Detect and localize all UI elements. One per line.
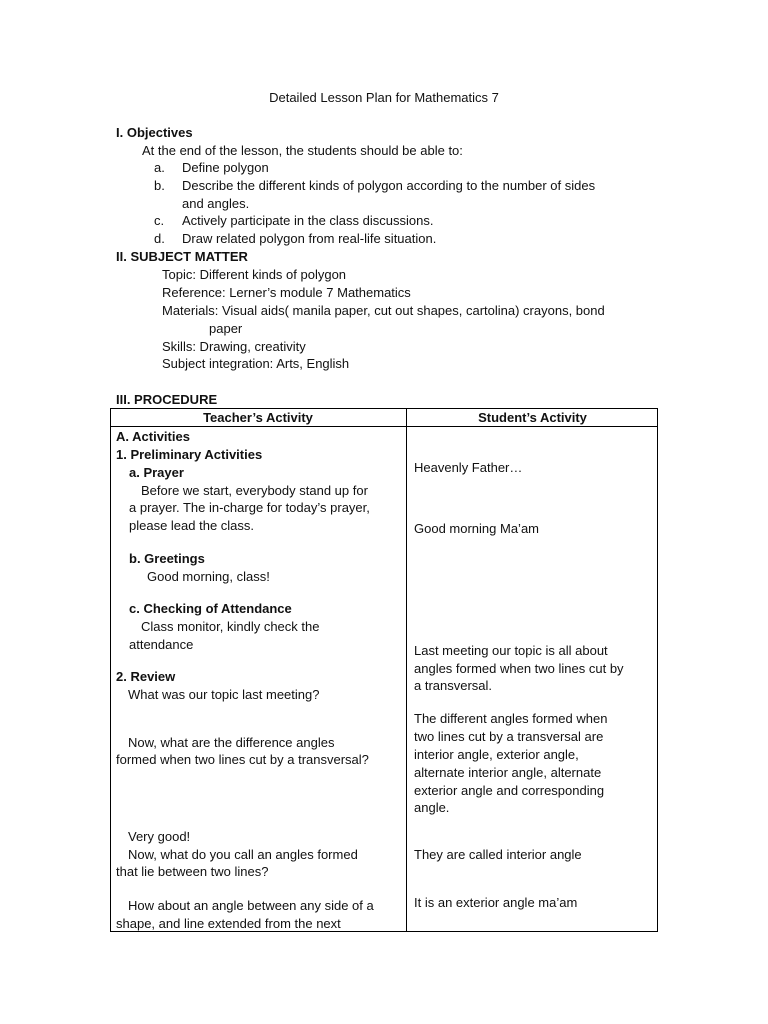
- column-header-student: Student’s Activity: [478, 410, 587, 425]
- student-text: Heavenly Father…: [414, 460, 523, 475]
- teacher-text: Now, what are the difference angles: [128, 735, 335, 750]
- subject-topic: Topic: Different kinds of polygon: [162, 267, 347, 282]
- teacher-text: please lead the class.: [129, 518, 255, 533]
- teacher-text: shape, and line extended from the next: [116, 916, 341, 931]
- objective-marker: a.: [154, 160, 165, 175]
- procedure-heading: III. PROCEDURE: [116, 392, 218, 407]
- student-text: two lines cut by a transversal are: [414, 729, 604, 744]
- subject-integration: Subject integration: Arts, English: [162, 356, 350, 371]
- objective-item: Actively participate in the class discussions.: [182, 213, 434, 228]
- student-text: Good morning Ma’am: [414, 521, 539, 536]
- student-text: They are called interior angle: [414, 847, 582, 862]
- objective-item: Describe the different kinds of polygon according to the number of sides: [182, 178, 596, 193]
- teacher-text: How about an angle between any side of a: [128, 898, 374, 913]
- teacher-greetings-heading: b. Greetings: [129, 551, 205, 566]
- subject-skills: Skills: Drawing, creativity: [162, 339, 306, 354]
- student-text: angle.: [414, 800, 450, 815]
- student-text: interior angle, exterior angle,: [414, 747, 579, 762]
- student-text: alternate interior angle, alternate: [414, 765, 602, 780]
- objective-item: Draw related polygon from real-life situation.: [182, 231, 437, 246]
- student-text: It is an exterior angle ma’am: [414, 895, 578, 910]
- objective-item-continuation: and angles.: [182, 196, 250, 211]
- subject-matter-heading: II. SUBJECT MATTER: [116, 249, 248, 264]
- teacher-review-heading: 2. Review: [116, 669, 176, 684]
- student-text: The different angles formed when: [414, 711, 608, 726]
- subject-materials: Materials: Visual aids( manila paper, cut out shapes, cartolina) crayons, bond: [162, 303, 605, 318]
- teacher-text: Class monitor, kindly check the: [141, 619, 320, 634]
- student-text: a transversal.: [414, 678, 493, 693]
- teacher-activities-heading: A. Activities: [116, 429, 190, 444]
- subject-reference: Reference: Lerner’s module 7 Mathematics: [162, 285, 411, 300]
- teacher-preliminary-heading: 1. Preliminary Activities: [116, 447, 263, 462]
- teacher-text: Before we start, everybody stand up for: [141, 483, 368, 498]
- teacher-text: Now, what do you call an angles formed: [128, 847, 358, 862]
- objectives-heading: I. Objectives: [116, 125, 193, 140]
- table-header-divider: [110, 426, 658, 427]
- objective-item: Define polygon: [182, 160, 269, 175]
- teacher-text: attendance: [129, 637, 194, 652]
- teacher-text: that lie between two lines?: [116, 864, 269, 879]
- table-column-divider: [406, 408, 407, 932]
- teacher-text: formed when two lines cut by a transversal?: [116, 752, 369, 767]
- column-header-teacher: Teacher’s Activity: [203, 410, 313, 425]
- teacher-text: Good morning, class!: [147, 569, 270, 584]
- teacher-text: Very good!: [128, 829, 191, 844]
- objectives-intro: At the end of the lesson, the students should be able to:: [142, 143, 463, 158]
- objective-marker: c.: [154, 213, 165, 228]
- teacher-attendance-heading: c. Checking of Attendance: [129, 601, 292, 616]
- subject-materials-continuation: paper: [209, 321, 243, 336]
- document-title: Detailed Lesson Plan for Mathematics 7: [269, 90, 499, 105]
- objective-marker: b.: [154, 178, 165, 193]
- teacher-prayer-heading: a. Prayer: [129, 465, 184, 480]
- student-text: Last meeting our topic is all about: [414, 643, 608, 658]
- objective-marker: d.: [154, 231, 165, 246]
- student-text: angles formed when two lines cut by: [414, 661, 624, 676]
- teacher-text: What was our topic last meeting?: [128, 687, 320, 702]
- student-text: exterior angle and corresponding: [414, 783, 605, 798]
- teacher-text: a prayer. The in-charge for today’s prayer,: [129, 500, 370, 515]
